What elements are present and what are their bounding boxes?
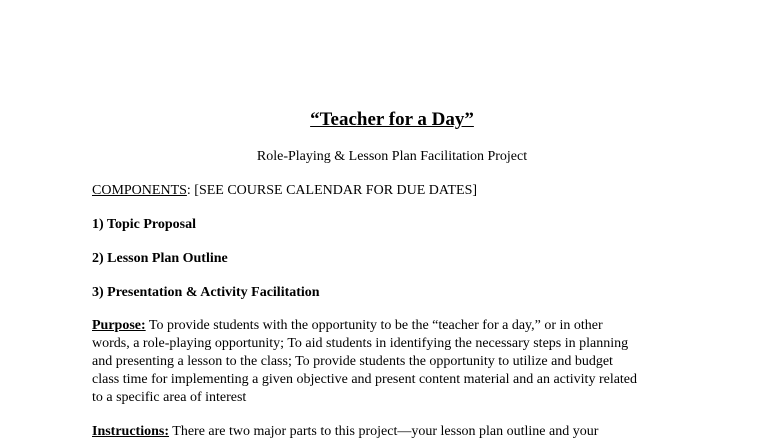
purpose-line-3: and presenting a lesson to the class; To provide students the opportunity to utilize and budget xyxy=(92,354,613,369)
purpose-line-1 xyxy=(92,317,702,335)
component-item-presentation: 3) Presentation & Activity Facilitation xyxy=(92,285,320,300)
instructions-label: Instructions: xyxy=(92,424,170,439)
components-heading xyxy=(92,182,477,200)
purpose-line-2: words, a role-playing opportunity; To aid students in identifying the necessary steps in planning xyxy=(92,336,629,351)
purpose-line-5: to a specific area of interest xyxy=(92,390,247,405)
document-subtitle: Role-Playing & Lesson Plan Facilitation Project xyxy=(256,149,528,164)
purpose-label: Purpose: xyxy=(92,318,146,333)
purpose-line-4: class time for implementing a given objective and present content material and an activity related xyxy=(92,372,638,387)
instructions-text: There are two major parts to this project—your lesson plan outline and your xyxy=(169,424,599,439)
instructions-paragraph xyxy=(92,423,598,441)
components-suffix: : [SEE COURSE CALENDAR FOR DUE DATES] xyxy=(186,183,478,198)
components-label: COMPONENTS xyxy=(92,183,187,198)
component-item-lesson-plan-outline: 2) Lesson Plan Outline xyxy=(92,251,228,266)
purpose-paragraph xyxy=(92,317,702,407)
component-item-topic-proposal: 1) Topic Proposal xyxy=(92,217,196,232)
document-title: “Teacher for a Day” xyxy=(310,109,474,130)
purpose-text-1: To provide students with the opportunity to be the “teacher for a day,” or in other xyxy=(145,318,603,333)
